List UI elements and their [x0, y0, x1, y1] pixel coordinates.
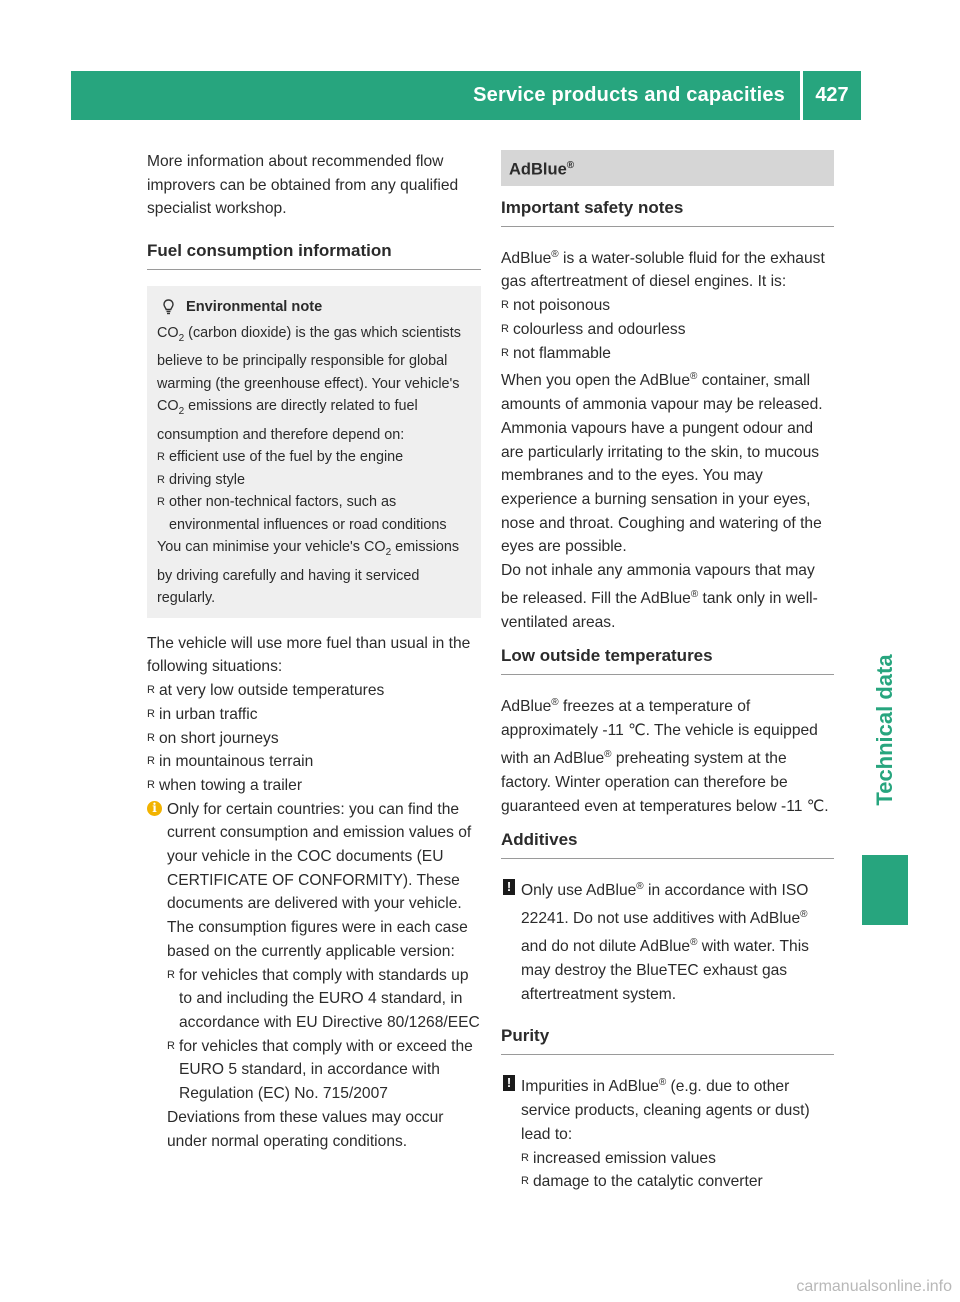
- list-item: R colourless and odourless: [501, 320, 686, 338]
- warning-icon: !: [503, 879, 515, 895]
- low-temperatures-paragraph: AdBlue® freezes at a temperature of approximately -11 ℃. The vehicle is equipped with an AdBlue® preheating system at the factory. Winter operation can therefore be guaranteed even at temperatures below -11 ℃.: [501, 697, 829, 815]
- list-item: R at very low outside temperatures: [147, 682, 385, 700]
- list-item: R for vehicles that comply with standards up to and including the EURO 4 standard, in accordance with EU Directive 80/1268/EEC: [167, 966, 480, 1031]
- info-paragraph-2: The consumption figures were in each case based on the currently applicable version:: [167, 919, 468, 960]
- environmental-note-box: [147, 286, 481, 618]
- right-column: [501, 150, 834, 1194]
- more-fuel-paragraph: The vehicle will use more fuel than usual in the following situations:: [147, 634, 471, 676]
- list-item: R not poisonous: [501, 297, 611, 315]
- list-item: R in urban traffic: [147, 705, 258, 723]
- page-number: 427: [815, 84, 849, 106]
- env-paragraph-2: You can minimise your vehicle's $CO_2$ emissions by driving carefully and having it serviced regularly.: [157, 539, 460, 607]
- watermark: carmanualsonline.info: [796, 1278, 952, 1295]
- environmental-note-label: Environmental note: [186, 299, 323, 316]
- warning-icon: !: [503, 1075, 515, 1091]
- lightbulb-icon: [163, 299, 174, 315]
- purity-heading: Purity: [501, 1024, 834, 1055]
- section-tab-label: Technical data: [872, 654, 897, 806]
- info-paragraph-3: Deviations from these values may occur under normal operating conditions.: [167, 1108, 444, 1150]
- fuel-consumption-heading: Fuel consumption information: [147, 239, 481, 270]
- environmental-note-title: [157, 296, 471, 318]
- list-item: R increased emission values: [521, 1149, 716, 1167]
- safety-paragraph-3: Ammonia vapours have a pungent odour and are particularly irritating to the skin, to mucous membranes and to the eyes. You may experience a burning sensation in your eyes, nose and throat. Coughing and watering of the eyes are possible.: [501, 419, 822, 556]
- list-item: R for vehicles that comply with or exceed the EURO 5 standard, in accordance with Regulation (EC) No. 715/2007: [167, 1037, 473, 1103]
- purity-warning: ! Impurities in AdBlue® (e.g. due to other service products, cleaning agents or dust) lead to: R increased emission values R damage to the catalytic converter: [501, 1071, 834, 1194]
- section-tab: [862, 635, 908, 825]
- adblue-chapter-heading: AdBlue®: [501, 150, 834, 186]
- list-item: R damage to the catalytic converter: [521, 1173, 763, 1191]
- info-paragraph-1: Only for certain countries: you can find the current consumption and emission values of your vehicle in the COC documents (EU CERTIFICATE OF CONFORMITY). These documents are delivered with your vehicle.: [167, 800, 472, 913]
- list-item: R in mountainous terrain: [147, 753, 314, 771]
- low-temperatures-heading: Low outside temperatures: [501, 644, 834, 675]
- safety-paragraph-1: AdBlue® is a water-soluble fluid for the exhaust gas aftertreatment of diesel engines. It is:: [501, 248, 825, 291]
- section-tab-marker: [862, 855, 908, 925]
- additives-heading: Additives: [501, 828, 834, 859]
- additives-warning: ! Only use AdBlue® in accordance with ISO 22241. Do not use additives with AdBlue® and do not dilute AdBlue® with water. This may destroy the BlueTEC exhaust gas aftertreatment system.: [501, 875, 834, 1006]
- page-header: [71, 71, 861, 120]
- list-item: R when towing a trailer: [147, 776, 303, 794]
- intro-paragraph: More information about recommended flow improvers can be obtained from any qualified specialist workshop.: [147, 153, 459, 218]
- safety-paragraph-2: When you open the AdBlue® container, small amounts of ammonia vapour may be released.: [501, 371, 823, 414]
- header-title: Service products and capacities: [473, 84, 785, 106]
- safety-paragraph-4: Do not inhale any ammonia vapours that may be released. Fill the AdBlue® tank only in well-ventilated areas.: [501, 562, 818, 631]
- env-paragraph-1: $CO_2$ (carbon dioxide) is the gas which scientists believe to be principally responsible for global warming (the greenhouse effect). Your vehicle's $CO_2$ emissions are directly related to fuel consumption and therefore depend on:: [157, 325, 461, 443]
- left-column: [147, 150, 481, 1153]
- list-item: R other non-technical factors, such as environmental influences or road conditions: [157, 494, 447, 533]
- list-item: R not flammable: [501, 344, 611, 362]
- info-icon: i: [147, 801, 162, 816]
- info-note: [147, 798, 481, 1154]
- list-item: R driving style: [157, 471, 245, 488]
- list-item: R efficient use of the fuel by the engine: [157, 449, 404, 466]
- list-item: R on short journeys: [147, 729, 279, 747]
- safety-notes-heading: Important safety notes: [501, 196, 834, 227]
